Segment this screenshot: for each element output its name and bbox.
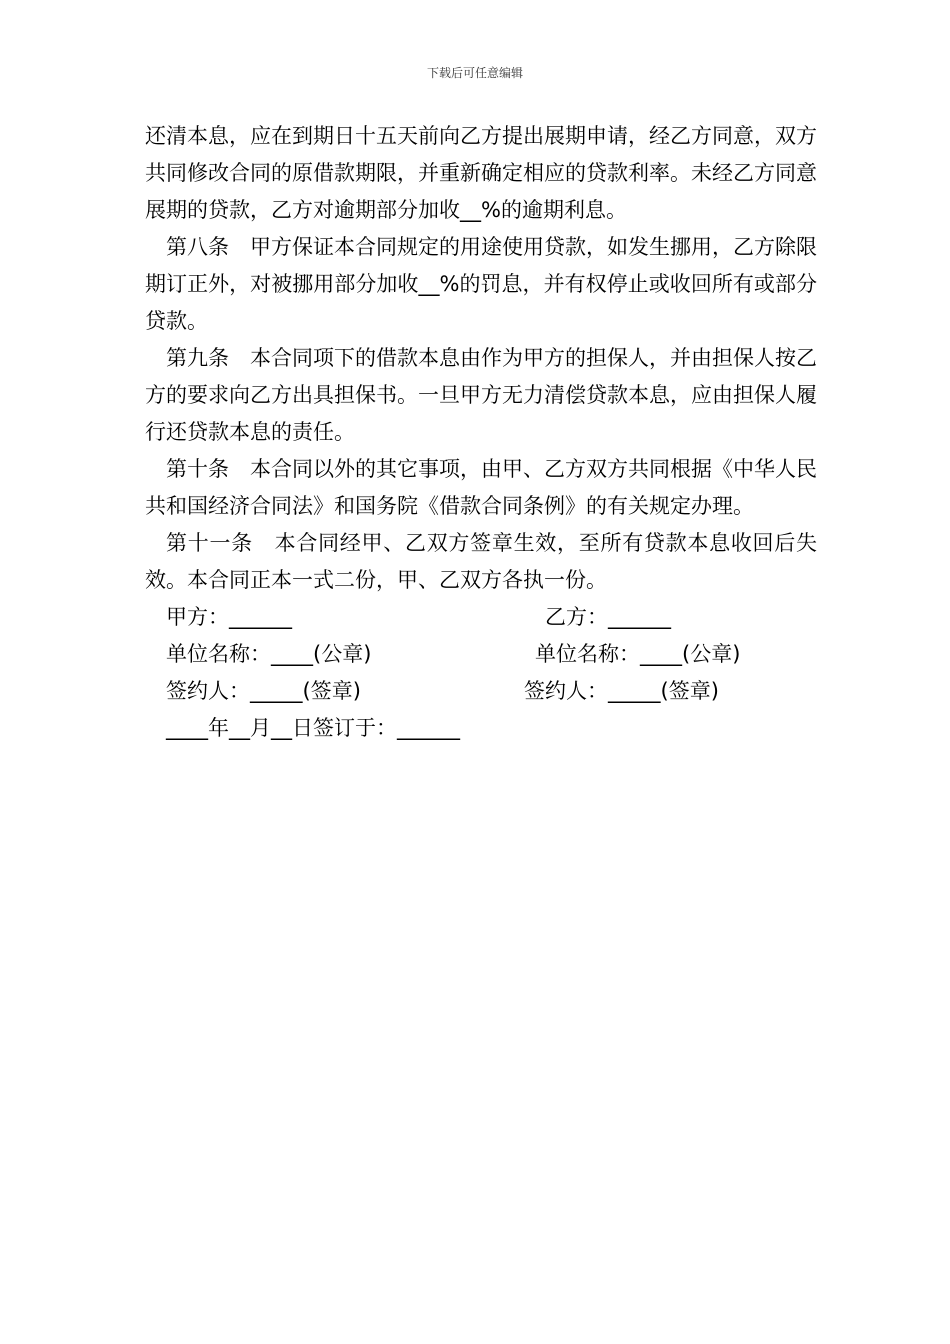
signature-row-party	[145, 599, 817, 636]
signature-row-signer	[145, 673, 817, 710]
page-header: 下载后可任意编辑	[426, 66, 523, 80]
paragraph-article-10: 第十条 本合同以外的其它事项，由甲、乙方双方共同根据《中华人民共和国经济合同法》和国务院《借款合同条例》的有关规定办理。	[145, 457, 817, 518]
party-b-line: 乙方：______	[545, 605, 671, 629]
paragraph-article-9: 第九条 本合同项下的借款本息由作为甲方的担保人，并由担保人按乙方的要求向乙方出具担保书。一旦甲方无力清偿贷款本息，应由担保人履行还贷款本息的责任。	[145, 346, 817, 444]
unit-b-line: 单位名称：____(公章)	[535, 642, 741, 666]
signer-a-line: 签约人：_____(签章)	[166, 679, 361, 703]
signature-row-date	[145, 710, 817, 747]
party-a-line: 甲方：______	[166, 605, 292, 629]
unit-a-line: 单位名称：____(公章)	[166, 642, 372, 666]
contract-body	[145, 118, 817, 747]
date-line: ____年__月__日签订于：______	[166, 716, 460, 740]
paragraph-extension-terms: 还清本息，应在到期日十五天前向乙方提出展期申请，经乙方同意，双方共同修改合同的原借款期限，并重新确定相应的贷款利率。未经乙方同意展期的贷款，乙方对逾期部分加收__%的逾期利息。	[145, 124, 817, 222]
paragraph-article-8: 第八条 甲方保证本合同规定的用途使用贷款，如发生挪用，乙方除限期订正外，对被挪用部分加收__%的罚息，并有权停止或收回所有或部分贷款。	[145, 235, 817, 333]
signature-row-unit	[145, 636, 817, 673]
paragraph-article-11: 第十一条 本合同经甲、乙双方签章生效，至所有贷款本息收回后失效。本合同正本一式二份，甲、乙双方各执一份。	[145, 531, 817, 592]
signer-b-line: 签约人：_____(签章)	[524, 679, 719, 703]
